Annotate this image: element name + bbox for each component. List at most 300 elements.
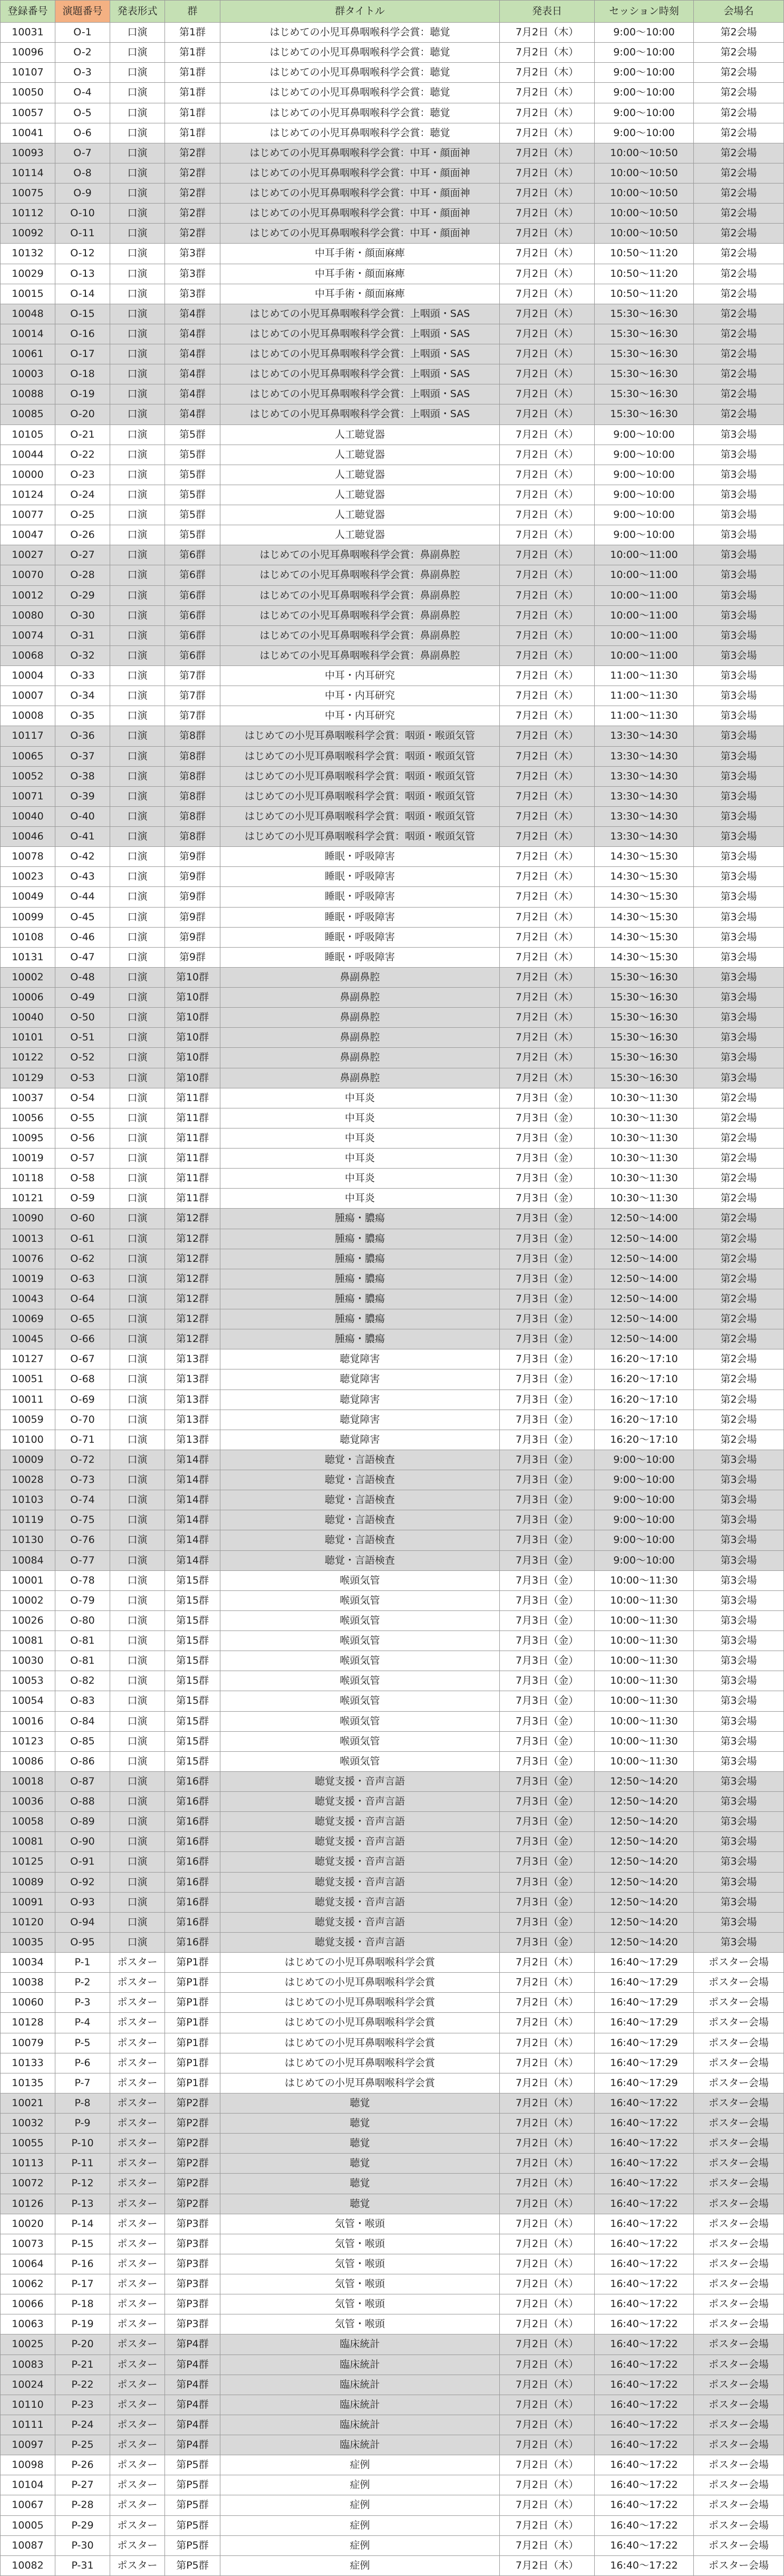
session-time-cell[interactable]: 12:50～14:20	[595, 1771, 694, 1791]
presentation-date-cell[interactable]: 7月2日（木）	[500, 565, 595, 585]
presentation-format-cell[interactable]: 口演	[110, 1349, 165, 1369]
registration-number-cell[interactable]: 10065	[1, 746, 55, 766]
presentation-date-cell[interactable]: 7月3日（金）	[500, 1189, 595, 1209]
registration-number-cell[interactable]: 10020	[1, 2214, 55, 2234]
presentation-format-cell[interactable]: ポスター	[110, 2073, 165, 2093]
session-time-cell[interactable]: 16:40～17:22	[595, 2395, 694, 2415]
presentation-format-cell[interactable]: ポスター	[110, 2535, 165, 2555]
presentation-format-cell[interactable]: ポスター	[110, 2214, 165, 2234]
group-cell[interactable]: 第8群	[165, 726, 220, 746]
presentation-date-cell[interactable]: 7月3日（金）	[500, 1430, 595, 1450]
registration-number-cell[interactable]: 10089	[1, 1872, 55, 1892]
group-title-cell[interactable]: 睡眠・呼吸障害	[220, 947, 500, 967]
presentation-date-cell[interactable]: 7月3日（金）	[500, 1651, 595, 1671]
group-title-cell[interactable]: 腫瘍・膿瘍	[220, 1309, 500, 1329]
venue-cell[interactable]: 第3会場	[694, 786, 784, 806]
registration-number-cell[interactable]: 10012	[1, 585, 55, 605]
group-cell[interactable]: 第P2群	[165, 2114, 220, 2134]
session-time-cell[interactable]: 16:20～17:10	[595, 1390, 694, 1410]
venue-cell[interactable]: 第3会場	[694, 1771, 784, 1791]
abstract-number-cell[interactable]: P-13	[55, 2194, 110, 2214]
venue-cell[interactable]: 第3会場	[694, 1610, 784, 1630]
session-time-cell[interactable]: 12:50～14:20	[595, 1912, 694, 1932]
group-title-cell[interactable]: はじめての小児耳鼻咽喉科学会賞：咽頭・喉頭気管	[220, 746, 500, 766]
registration-number-cell[interactable]: 10122	[1, 1048, 55, 1068]
group-cell[interactable]: 第15群	[165, 1651, 220, 1671]
presentation-date-cell[interactable]: 7月3日（金）	[500, 1249, 595, 1269]
registration-number-cell[interactable]: 10036	[1, 1792, 55, 1812]
registration-number-cell[interactable]: 10080	[1, 605, 55, 625]
presentation-format-cell[interactable]: 口演	[110, 1249, 165, 1269]
registration-number-cell[interactable]: 10097	[1, 2435, 55, 2455]
presentation-format-cell[interactable]: 口演	[110, 204, 165, 224]
group-title-cell[interactable]: 鼻副鼻腔	[220, 988, 500, 1008]
group-title-cell[interactable]: 中耳炎	[220, 1088, 500, 1108]
presentation-date-cell[interactable]: 7月2日（木）	[500, 867, 595, 887]
abstract-number-cell[interactable]: O-4	[55, 83, 110, 103]
presentation-date-cell[interactable]: 7月2日（木）	[500, 2214, 595, 2234]
group-cell[interactable]: 第4群	[165, 324, 220, 344]
group-title-cell[interactable]: はじめての小児耳鼻咽喉科学会賞	[220, 1973, 500, 1993]
presentation-date-cell[interactable]: 7月2日（木）	[500, 103, 595, 123]
session-time-cell[interactable]: 16:20～17:10	[595, 1410, 694, 1430]
group-cell[interactable]: 第12群	[165, 1229, 220, 1249]
registration-number-cell[interactable]: 10099	[1, 907, 55, 927]
session-time-cell[interactable]: 10:00～10:50	[595, 143, 694, 163]
group-title-cell[interactable]: はじめての小児耳鼻咽喉科学会賞：上咽頭・SAS	[220, 344, 500, 364]
venue-cell[interactable]: 第3会場	[694, 525, 784, 545]
abstract-number-cell[interactable]: P-5	[55, 2033, 110, 2053]
group-title-cell[interactable]: 臨床統計	[220, 2395, 500, 2415]
presentation-date-cell[interactable]: 7月2日（木）	[500, 947, 595, 967]
session-time-cell[interactable]: 9:00～10:00	[595, 23, 694, 43]
venue-cell[interactable]: ポスター会場	[694, 2314, 784, 2334]
presentation-format-cell[interactable]: ポスター	[110, 2294, 165, 2314]
group-title-cell[interactable]: はじめての小児耳鼻咽喉科学会賞：上咽頭・SAS	[220, 404, 500, 424]
registration-number-cell[interactable]: 10044	[1, 445, 55, 465]
session-time-cell[interactable]: 9:00～10:00	[595, 1510, 694, 1530]
session-time-cell[interactable]: 16:40～17:29	[595, 2013, 694, 2033]
session-time-cell[interactable]: 16:40～17:22	[595, 2375, 694, 2395]
venue-cell[interactable]: ポスター会場	[694, 2294, 784, 2314]
presentation-format-cell[interactable]: 口演	[110, 1530, 165, 1550]
group-cell[interactable]: 第3群	[165, 284, 220, 304]
presentation-date-cell[interactable]: 7月3日（金）	[500, 1369, 595, 1390]
header-registration-number[interactable]: 登録番号	[1, 1, 55, 23]
session-time-cell[interactable]: 12:50～14:00	[595, 1269, 694, 1289]
presentation-date-cell[interactable]: 7月2日（木）	[500, 384, 595, 404]
abstract-number-cell[interactable]: O-79	[55, 1590, 110, 1610]
session-time-cell[interactable]: 10:00～11:00	[595, 585, 694, 605]
abstract-number-cell[interactable]: O-54	[55, 1088, 110, 1108]
presentation-format-cell[interactable]: 口演	[110, 867, 165, 887]
venue-cell[interactable]: 第3会場	[694, 1651, 784, 1671]
presentation-format-cell[interactable]: 口演	[110, 264, 165, 284]
registration-number-cell[interactable]: 10068	[1, 645, 55, 665]
presentation-format-cell[interactable]: 口演	[110, 1590, 165, 1610]
group-title-cell[interactable]: はじめての小児耳鼻咽喉科学会賞	[220, 2013, 500, 2033]
group-title-cell[interactable]: はじめての小児耳鼻咽喉科学会賞：中耳・顔面神	[220, 204, 500, 224]
presentation-format-cell[interactable]: 口演	[110, 726, 165, 746]
abstract-number-cell[interactable]: O-42	[55, 847, 110, 867]
presentation-format-cell[interactable]: ポスター	[110, 2355, 165, 2375]
presentation-date-cell[interactable]: 7月2日（木）	[500, 2334, 595, 2355]
group-cell[interactable]: 第8群	[165, 746, 220, 766]
abstract-number-cell[interactable]: O-88	[55, 1792, 110, 1812]
group-title-cell[interactable]: 聴覚支援・音声言語	[220, 1912, 500, 1932]
group-title-cell[interactable]: はじめての小児耳鼻咽喉科学会賞	[220, 2033, 500, 2053]
presentation-date-cell[interactable]: 7月2日（木）	[500, 666, 595, 686]
presentation-date-cell[interactable]: 7月2日（木）	[500, 967, 595, 987]
group-cell[interactable]: 第P1群	[165, 2073, 220, 2093]
registration-number-cell[interactable]: 10048	[1, 304, 55, 324]
registration-number-cell[interactable]: 10040	[1, 806, 55, 826]
group-cell[interactable]: 第16群	[165, 1832, 220, 1852]
registration-number-cell[interactable]: 10014	[1, 324, 55, 344]
abstract-number-cell[interactable]: O-40	[55, 806, 110, 826]
registration-number-cell[interactable]: 10003	[1, 364, 55, 384]
group-cell[interactable]: 第12群	[165, 1209, 220, 1229]
registration-number-cell[interactable]: 10002	[1, 967, 55, 987]
abstract-number-cell[interactable]: O-46	[55, 927, 110, 947]
registration-number-cell[interactable]: 10023	[1, 867, 55, 887]
registration-number-cell[interactable]: 10007	[1, 686, 55, 706]
abstract-number-cell[interactable]: O-12	[55, 244, 110, 264]
abstract-number-cell[interactable]: O-61	[55, 1229, 110, 1249]
group-cell[interactable]: 第13群	[165, 1390, 220, 1410]
session-time-cell[interactable]: 15:30～16:30	[595, 1028, 694, 1048]
group-cell[interactable]: 第12群	[165, 1289, 220, 1309]
venue-cell[interactable]: 第3会場	[694, 1631, 784, 1651]
presentation-date-cell[interactable]: 7月3日（金）	[500, 1771, 595, 1791]
registration-number-cell[interactable]: 10081	[1, 1832, 55, 1852]
registration-number-cell[interactable]: 10041	[1, 123, 55, 143]
session-time-cell[interactable]: 14:30～15:30	[595, 927, 694, 947]
abstract-number-cell[interactable]: O-51	[55, 1028, 110, 1048]
group-cell[interactable]: 第7群	[165, 706, 220, 726]
venue-cell[interactable]: 第3会場	[694, 505, 784, 525]
group-title-cell[interactable]: 聴覚	[220, 2154, 500, 2174]
registration-number-cell[interactable]: 10035	[1, 1932, 55, 1952]
group-title-cell[interactable]: 喉頭気管	[220, 1651, 500, 1671]
session-time-cell[interactable]: 11:00～11:30	[595, 686, 694, 706]
abstract-number-cell[interactable]: P-12	[55, 2174, 110, 2194]
session-time-cell[interactable]: 9:00～10:00	[595, 485, 694, 505]
presentation-date-cell[interactable]: 7月3日（金）	[500, 1631, 595, 1651]
presentation-format-cell[interactable]: 口演	[110, 1289, 165, 1309]
registration-number-cell[interactable]: 10126	[1, 2194, 55, 2214]
header-abstract-number[interactable]: 演題番号	[55, 1, 110, 23]
presentation-date-cell[interactable]: 7月2日（木）	[500, 2174, 595, 2194]
presentation-date-cell[interactable]: 7月2日（木）	[500, 605, 595, 625]
group-cell[interactable]: 第16群	[165, 1792, 220, 1812]
group-cell[interactable]: 第15群	[165, 1590, 220, 1610]
presentation-date-cell[interactable]: 7月2日（木）	[500, 2314, 595, 2334]
session-time-cell[interactable]: 16:40～17:22	[595, 2254, 694, 2274]
venue-cell[interactable]: 第2会場	[694, 264, 784, 284]
presentation-format-cell[interactable]: 口演	[110, 1872, 165, 1892]
abstract-number-cell[interactable]: P-26	[55, 2455, 110, 2475]
presentation-format-cell[interactable]: 口演	[110, 746, 165, 766]
group-title-cell[interactable]: 人工聴覚器	[220, 525, 500, 545]
registration-number-cell[interactable]: 10096	[1, 43, 55, 63]
group-title-cell[interactable]: 症例	[220, 2455, 500, 2475]
header-group[interactable]: 群	[165, 1, 220, 23]
abstract-number-cell[interactable]: O-36	[55, 726, 110, 746]
presentation-date-cell[interactable]: 7月2日（木）	[500, 2435, 595, 2455]
group-title-cell[interactable]: 腫瘍・膿瘍	[220, 1229, 500, 1249]
group-cell[interactable]: 第16群	[165, 1912, 220, 1932]
venue-cell[interactable]: 第2会場	[694, 1229, 784, 1249]
session-time-cell[interactable]: 16:40～17:22	[595, 2274, 694, 2294]
presentation-format-cell[interactable]: 口演	[110, 224, 165, 244]
venue-cell[interactable]: 第3会場	[694, 746, 784, 766]
group-title-cell[interactable]: 聴覚	[220, 2114, 500, 2134]
abstract-number-cell[interactable]: O-15	[55, 304, 110, 324]
header-session-time[interactable]: セッション時刻	[595, 1, 694, 23]
presentation-format-cell[interactable]: 口演	[110, 1229, 165, 1249]
group-title-cell[interactable]: 聴覚支援・音声言語	[220, 1852, 500, 1872]
presentation-date-cell[interactable]: 7月3日（金）	[500, 1309, 595, 1329]
venue-cell[interactable]: 第2会場	[694, 1430, 784, 1450]
group-title-cell[interactable]: 聴覚支援・音声言語	[220, 1932, 500, 1952]
presentation-format-cell[interactable]: 口演	[110, 1108, 165, 1128]
registration-number-cell[interactable]: 10121	[1, 1189, 55, 1209]
presentation-format-cell[interactable]: 口演	[110, 43, 165, 63]
session-time-cell[interactable]: 13:30～14:30	[595, 726, 694, 746]
venue-cell[interactable]: 第3会場	[694, 625, 784, 645]
registration-number-cell[interactable]: 10057	[1, 103, 55, 123]
group-cell[interactable]: 第4群	[165, 384, 220, 404]
venue-cell[interactable]: 第2会場	[694, 384, 784, 404]
group-title-cell[interactable]: 症例	[220, 2495, 500, 2515]
group-title-cell[interactable]: はじめての小児耳鼻咽喉科学会賞：上咽頭・SAS	[220, 384, 500, 404]
presentation-format-cell[interactable]: 口演	[110, 766, 165, 786]
abstract-number-cell[interactable]: P-4	[55, 2013, 110, 2033]
group-cell[interactable]: 第15群	[165, 1610, 220, 1630]
session-time-cell[interactable]: 13:30～14:30	[595, 766, 694, 786]
venue-cell[interactable]: 第3会場	[694, 1751, 784, 1771]
group-cell[interactable]: 第2群	[165, 224, 220, 244]
venue-cell[interactable]: 第3会場	[694, 1510, 784, 1530]
group-cell[interactable]: 第P2群	[165, 2174, 220, 2194]
registration-number-cell[interactable]: 10100	[1, 1430, 55, 1450]
group-cell[interactable]: 第1群	[165, 23, 220, 43]
group-cell[interactable]: 第15群	[165, 1671, 220, 1691]
group-cell[interactable]: 第5群	[165, 424, 220, 445]
session-time-cell[interactable]: 16:40～17:22	[595, 2455, 694, 2475]
venue-cell[interactable]: ポスター会場	[694, 2435, 784, 2455]
group-cell[interactable]: 第14群	[165, 1530, 220, 1550]
group-cell[interactable]: 第4群	[165, 404, 220, 424]
abstract-number-cell[interactable]: P-9	[55, 2114, 110, 2134]
abstract-number-cell[interactable]: O-41	[55, 827, 110, 847]
presentation-format-cell[interactable]: 口演	[110, 1369, 165, 1390]
group-cell[interactable]: 第15群	[165, 1570, 220, 1590]
registration-number-cell[interactable]: 10124	[1, 485, 55, 505]
session-time-cell[interactable]: 16:40～17:29	[595, 1973, 694, 1993]
abstract-number-cell[interactable]: O-62	[55, 1249, 110, 1269]
group-title-cell[interactable]: 人工聴覚器	[220, 485, 500, 505]
session-time-cell[interactable]: 13:30～14:30	[595, 746, 694, 766]
abstract-number-cell[interactable]: P-20	[55, 2334, 110, 2355]
registration-number-cell[interactable]: 10070	[1, 565, 55, 585]
venue-cell[interactable]: 第3会場	[694, 867, 784, 887]
group-cell[interactable]: 第5群	[165, 445, 220, 465]
abstract-number-cell[interactable]: O-75	[55, 1510, 110, 1530]
registration-number-cell[interactable]: 10083	[1, 2355, 55, 2375]
presentation-date-cell[interactable]: 7月3日（金）	[500, 1671, 595, 1691]
presentation-date-cell[interactable]: 7月3日（金）	[500, 1570, 595, 1590]
session-time-cell[interactable]: 9:00～10:00	[595, 1490, 694, 1510]
registration-number-cell[interactable]: 10056	[1, 1108, 55, 1128]
session-time-cell[interactable]: 16:40～17:29	[595, 2073, 694, 2093]
presentation-date-cell[interactable]: 7月2日（木）	[500, 1953, 595, 1973]
registration-number-cell[interactable]: 10084	[1, 1550, 55, 1570]
group-cell[interactable]: 第P3群	[165, 2314, 220, 2334]
presentation-date-cell[interactable]: 7月2日（木）	[500, 83, 595, 103]
session-time-cell[interactable]: 10:30～11:30	[595, 1088, 694, 1108]
registration-number-cell[interactable]: 10077	[1, 505, 55, 525]
group-title-cell[interactable]: 気管・喉頭	[220, 2274, 500, 2294]
group-cell[interactable]: 第14群	[165, 1490, 220, 1510]
abstract-number-cell[interactable]: O-43	[55, 867, 110, 887]
presentation-date-cell[interactable]: 7月3日（金）	[500, 1349, 595, 1369]
presentation-format-cell[interactable]: ポスター	[110, 2495, 165, 2515]
venue-cell[interactable]: 第2会場	[694, 184, 784, 204]
group-cell[interactable]: 第9群	[165, 847, 220, 867]
group-title-cell[interactable]: はじめての小児耳鼻咽喉科学会賞：鼻副鼻腔	[220, 585, 500, 605]
venue-cell[interactable]: ポスター会場	[694, 2535, 784, 2555]
presentation-date-cell[interactable]: 7月2日（木）	[500, 63, 595, 83]
presentation-date-cell[interactable]: 7月3日（金）	[500, 1711, 595, 1731]
abstract-number-cell[interactable]: O-77	[55, 1550, 110, 1570]
group-cell[interactable]: 第P4群	[165, 2415, 220, 2435]
group-cell[interactable]: 第15群	[165, 1731, 220, 1751]
registration-number-cell[interactable]: 10103	[1, 1490, 55, 1510]
group-title-cell[interactable]: 喉頭気管	[220, 1691, 500, 1711]
session-time-cell[interactable]: 16:40～17:22	[595, 2093, 694, 2113]
abstract-number-cell[interactable]: O-82	[55, 1671, 110, 1691]
presentation-format-cell[interactable]: 口演	[110, 1410, 165, 1430]
presentation-date-cell[interactable]: 7月2日（木）	[500, 2093, 595, 2113]
presentation-date-cell[interactable]: 7月3日（金）	[500, 1169, 595, 1189]
presentation-format-cell[interactable]: ポスター	[110, 2033, 165, 2053]
registration-number-cell[interactable]: 10046	[1, 827, 55, 847]
group-cell[interactable]: 第16群	[165, 1872, 220, 1892]
presentation-format-cell[interactable]: 口演	[110, 1470, 165, 1490]
group-title-cell[interactable]: はじめての小児耳鼻咽喉科学会賞：聴覚	[220, 103, 500, 123]
group-title-cell[interactable]: 聴覚・言語検査	[220, 1470, 500, 1490]
presentation-date-cell[interactable]: 7月3日（金）	[500, 1149, 595, 1169]
group-title-cell[interactable]: はじめての小児耳鼻咽喉科学会賞：聴覚	[220, 83, 500, 103]
presentation-date-cell[interactable]: 7月2日（木）	[500, 887, 595, 907]
registration-number-cell[interactable]: 10019	[1, 1149, 55, 1169]
presentation-format-cell[interactable]: 口演	[110, 123, 165, 143]
abstract-number-cell[interactable]: O-49	[55, 988, 110, 1008]
presentation-format-cell[interactable]: ポスター	[110, 2154, 165, 2174]
presentation-format-cell[interactable]: 口演	[110, 887, 165, 907]
venue-cell[interactable]: 第3会場	[694, 1008, 784, 1028]
abstract-number-cell[interactable]: P-24	[55, 2415, 110, 2435]
presentation-format-cell[interactable]: 口演	[110, 384, 165, 404]
group-cell[interactable]: 第11群	[165, 1169, 220, 1189]
session-time-cell[interactable]: 15:30～16:30	[595, 1008, 694, 1028]
presentation-date-cell[interactable]: 7月2日（木）	[500, 746, 595, 766]
presentation-format-cell[interactable]: 口演	[110, 465, 165, 485]
venue-cell[interactable]: 第2会場	[694, 1249, 784, 1269]
abstract-number-cell[interactable]: P-23	[55, 2395, 110, 2415]
presentation-format-cell[interactable]: 口演	[110, 827, 165, 847]
group-title-cell[interactable]: はじめての小児耳鼻咽喉科学会賞：中耳・顔面神	[220, 143, 500, 163]
presentation-date-cell[interactable]: 7月2日（木）	[500, 2114, 595, 2134]
registration-number-cell[interactable]: 10074	[1, 625, 55, 645]
session-time-cell[interactable]: 10:50～11:20	[595, 264, 694, 284]
venue-cell[interactable]: ポスター会場	[694, 2234, 784, 2254]
venue-cell[interactable]: ポスター会場	[694, 2274, 784, 2294]
session-time-cell[interactable]: 16:40～17:22	[595, 2415, 694, 2435]
group-cell[interactable]: 第P3群	[165, 2294, 220, 2314]
group-cell[interactable]: 第14群	[165, 1510, 220, 1530]
group-title-cell[interactable]: 聴覚	[220, 2093, 500, 2113]
presentation-date-cell[interactable]: 7月2日（木）	[500, 1973, 595, 1993]
session-time-cell[interactable]: 16:40～17:29	[595, 1993, 694, 2013]
presentation-format-cell[interactable]: 口演	[110, 1671, 165, 1691]
presentation-date-cell[interactable]: 7月2日（木）	[500, 2395, 595, 2415]
session-time-cell[interactable]: 16:40～17:22	[595, 2535, 694, 2555]
group-title-cell[interactable]: 腫瘍・膿瘍	[220, 1289, 500, 1309]
group-title-cell[interactable]: 喉頭気管	[220, 1610, 500, 1630]
registration-number-cell[interactable]: 10031	[1, 23, 55, 43]
registration-number-cell[interactable]: 10025	[1, 2334, 55, 2355]
presentation-date-cell[interactable]: 7月2日（木）	[500, 2194, 595, 2214]
registration-number-cell[interactable]: 10085	[1, 404, 55, 424]
group-title-cell[interactable]: はじめての小児耳鼻咽喉科学会賞	[220, 2053, 500, 2073]
session-time-cell[interactable]: 10:00～11:30	[595, 1751, 694, 1771]
session-time-cell[interactable]: 16:40～17:22	[595, 2234, 694, 2254]
presentation-date-cell[interactable]: 7月2日（木）	[500, 143, 595, 163]
group-cell[interactable]: 第1群	[165, 63, 220, 83]
presentation-format-cell[interactable]: 口演	[110, 103, 165, 123]
presentation-format-cell[interactable]: 口演	[110, 1570, 165, 1590]
abstract-number-cell[interactable]: O-35	[55, 706, 110, 726]
group-title-cell[interactable]: 喉頭気管	[220, 1731, 500, 1751]
presentation-format-cell[interactable]: 口演	[110, 565, 165, 585]
group-cell[interactable]: 第P1群	[165, 1973, 220, 1993]
venue-cell[interactable]: ポスター会場	[694, 2495, 784, 2515]
group-cell[interactable]: 第15群	[165, 1631, 220, 1651]
presentation-format-cell[interactable]: 口演	[110, 1832, 165, 1852]
presentation-date-cell[interactable]: 7月3日（金）	[500, 1550, 595, 1570]
session-time-cell[interactable]: 14:30～15:30	[595, 947, 694, 967]
session-time-cell[interactable]: 9:00～10:00	[595, 103, 694, 123]
abstract-number-cell[interactable]: O-32	[55, 645, 110, 665]
abstract-number-cell[interactable]: O-92	[55, 1872, 110, 1892]
presentation-format-cell[interactable]: ポスター	[110, 2254, 165, 2274]
abstract-number-cell[interactable]: O-93	[55, 1892, 110, 1912]
abstract-number-cell[interactable]: P-29	[55, 2515, 110, 2535]
session-time-cell[interactable]: 12:50～14:20	[595, 1892, 694, 1912]
group-cell[interactable]: 第5群	[165, 505, 220, 525]
presentation-format-cell[interactable]: 口演	[110, 967, 165, 987]
group-title-cell[interactable]: 中耳炎	[220, 1128, 500, 1148]
presentation-format-cell[interactable]: 口演	[110, 1329, 165, 1349]
presentation-date-cell[interactable]: 7月2日（木）	[500, 827, 595, 847]
abstract-number-cell[interactable]: O-91	[55, 1852, 110, 1872]
presentation-date-cell[interactable]: 7月2日（木）	[500, 2274, 595, 2294]
presentation-format-cell[interactable]: 口演	[110, 786, 165, 806]
abstract-number-cell[interactable]: O-89	[55, 1812, 110, 1832]
